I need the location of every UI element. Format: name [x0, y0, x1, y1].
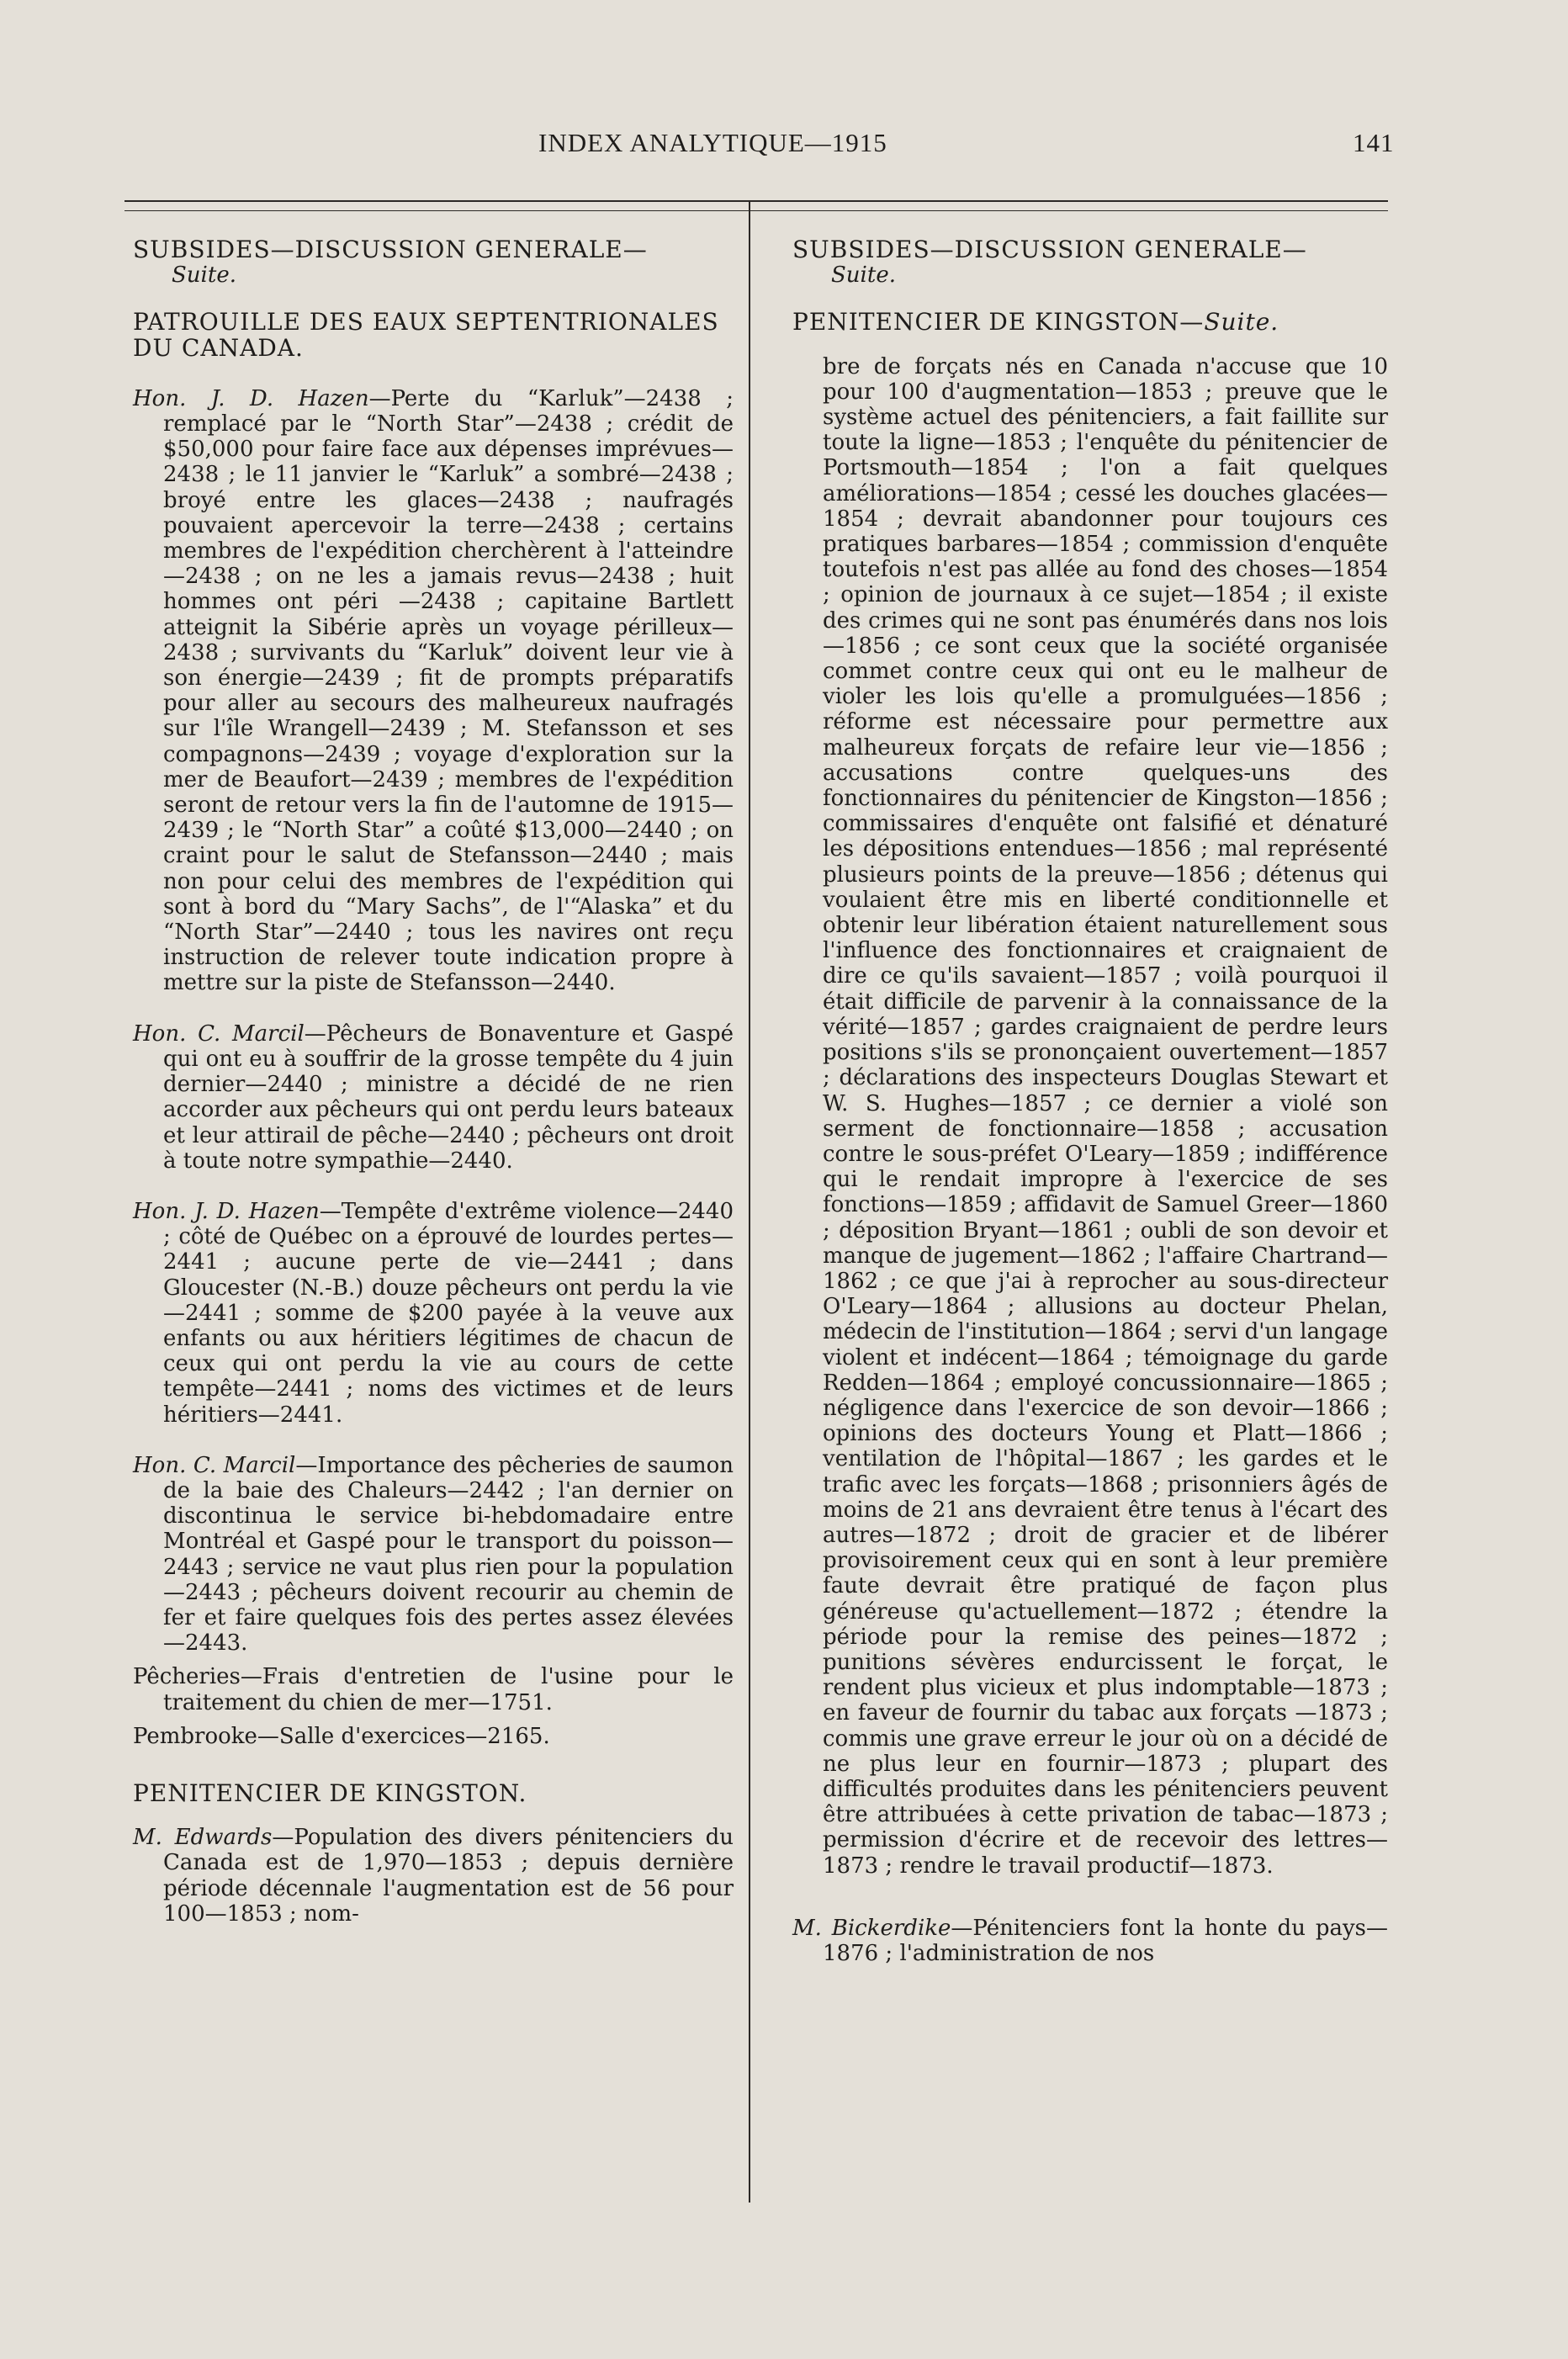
entry-speaker: Hon. C. Marcil: [133, 1452, 296, 1478]
entry-text: —Pénitenciers font la honte du pays—1876 ; l'administration de nos: [823, 1915, 1388, 1966]
continued-header-suite: Suite.: [172, 262, 236, 289]
index-entry: Pembrooke—Salle d'exercices—2165.: [133, 1723, 550, 1749]
index-entry: [133, 1021, 734, 1174]
header-rule-thick: [124, 200, 1388, 202]
index-entry: [792, 1916, 1388, 1966]
entry-text: —Importance des pêcheries de saumon de la baie des Chaleurs—2442 ; l'an dernier on discontinua le service bi-hebdomadaire entre Montréal et Gaspé pour le transport du poisson—2443 ; service ne vaut plus rien pour la population—2443 ; pêcheurs doivent recourir au chemin de fer et faire quelques fois des pertes assez élevées—2443.: [163, 1452, 734, 1657]
entry-speaker: Hon. J. D. Hazen: [133, 385, 369, 411]
section-heading-title: PENITENCIER DE KINGSTON—: [792, 308, 1205, 337]
continued-header-title: SUBSIDES—DISCUSSION GENERALE—: [792, 236, 1307, 263]
continued-section-header: [792, 237, 1388, 288]
header-rule-thin: [124, 210, 1388, 211]
entry-text: —Perte du “Karluk”—2438 ; remplacé par le “North Star”—2438 ; crédit de $50,000 pour faire face aux dépenses imprévues—2438 ; le 11 janvier le “Karluk” a sombré—2438 ; broyé entre les glaces—2438 ; naufragés pouvaient apercevoir la terre—2438 ; certains membres de l'expédition cherchèrent à l'atteindre—2438 ; on ne les a jamais revus—2438 ; huit hommes ont péri —2438 ; capitaine Bartlett atteignit la Sibérie après un voyage périlleux—2438 ; survivants du “Karluk” doivent leur vie à son énergie—2439 ; fit de prompts préparatifs pour aller au secours des malheureux naufragés sur l'île Wrangell—2439 ; M. Stefansson et ses compagnons—2439 ; voyage d'exploration sur la mer de Beaufort—2439 ; membres de l'expédition seront de retour vers la fin de l'automne de 1915—2439 ; le “North Star” a coûté $13,000—2440 ; on craint pour le salut de Stefansson—2440 ; mais non pour celui des membres de l'expédition qui sont à bord du “Mary Sachs”, de l'“Alaska” et du “North Star”—2440 ; tous les navires ont reçu instruction de relever toute indication propre à mettre sur la piste de Stefansson—2440.: [163, 385, 734, 996]
entry-speaker: M. Bickerdike: [792, 1915, 951, 1941]
column-divider: [749, 200, 750, 2203]
entry-speaker: Hon. C. Marcil: [133, 1020, 305, 1047]
section-heading: [792, 310, 1388, 335]
entry-speaker: Hon. J. D. Hazen: [133, 1198, 320, 1224]
index-entry: [133, 1825, 734, 1927]
entry-text: —Population des divers pénitenciers du Canada est de 1,970—1853 ; depuis dernière période décennale l'augmentation est de 56 pour 100—1853 ; nom-: [163, 1825, 734, 1927]
section-heading-suite: Suite.: [1204, 308, 1279, 337]
continued-section-header: [133, 237, 734, 288]
left-column: [133, 237, 734, 1927]
index-entry: Pêcheries—Frais d'entretien de l'usine pour le traitement du chien de mer—1751.: [133, 1664, 734, 1715]
right-column: [792, 237, 1388, 1966]
entry-text: —Pêcheurs de Bonaventure et Gaspé qui ont eu à souffrir de la grosse tempête du 4 juin dernier—2440 ; ministre a décidé de ne rien accorder aux pêcheurs qui ont perdu leurs bateaux et leur attirail de pêche—2440 ; pêcheurs ont droit à toute notre sympathie—2440.: [163, 1020, 734, 1174]
section-heading: PATROUILLE DES EAUX SEPTENTRIONALES DU CANADA.: [133, 308, 719, 362]
entry-speaker: M. Edwards: [133, 1825, 273, 1851]
index-entry: [133, 386, 734, 996]
continued-header-title: SUBSIDES—DISCUSSION GENERALE—: [133, 236, 648, 263]
index-entry: [133, 1453, 734, 1657]
entry-text: —Tempête d'extrême violence—2440 ; côté de Québec on a éprouvé de lourdes pertes—2441 ; aucune perte de vie—2441 ; dans Gloucester (N.-B.) douze pêcheurs ont perdu la vie—2441 ; somme de $200 payée à la veuve aux enfants ou aux héritiers légitimes de chacun de ceux qui ont perdu la vie au cours de cette tempête—2441 ; noms des victimes et de leurs héritiers—2441.: [163, 1198, 734, 1428]
page-number: 141: [1353, 128, 1395, 157]
running-title: INDEX ANALYTIQUE—1915: [538, 128, 887, 157]
index-entry: [133, 1199, 734, 1428]
continued-entry-text: bre de forçats nés en Canada n'accuse que 10 pour 100 d'augmentation—1853 ; preuve que le système actuel des pénitenciers, a fait faillite sur toute la ligne—1853 ; l'enquête du pénitencier de Portsmouth—1854 ; l'on a fait quelques améliorations—1854 ; cessé les douches glacées—1854 ; devrait abandonner pour toujours ces pratiques barbares—1854 ; commission d'enquête toutefois n'est pas allée au fond des choses—1854 ; opinion de journaux à ce sujet—1854 ; il existe des crimes qui ne sont pas énumérés dans nos lois—1856 ; ce sont ceux que la société organisée commet contre ceux qui ont eu le malheur de violer les lois qu'elle a promulguées—1856 ; réforme est nécessaire pour permettre aux malheureux forçats de refaire leur vie—1856 ; accusations contre quelques-uns des fonctionnaires du pénitencier de Kingston—1856 ; commissaires d'enquête ont falsifié et dénaturé les dépositions entendues—1856 ; mal représenté plusieurs points de la preuve—1856 ; détenus qui voulaient être mis en liberté conditionnelle et obtenir leur libération étaient naturellement sous l'influence des fonctionnaires et craignaient de dire ce qu'ils savaient—1857 ; voilà pourquoi il était difficile de parvenir à la connaissance de la vérité—1857 ; gardes craignaient de perdre leurs positions s'ils se prononçaient ouvertement—1857 ; déclarations des inspecteurs Douglas Stewart et W. S. Hughes—1857 ; ce dernier a violé son serment de fonctionnaire—1858 ; accusation contre le sous-préfet O'Leary—1859 ; indifférence qui le rendait impropre à l'exercice de ses fonctions—1859 ; affidavit de Samuel Greer—1860 ; déposition Bryant—1861 ; oubli de son devoir et manque de jugement—1862 ; l'affaire Chartrand—1862 ; ce que j'ai à reprocher au sous-directeur O'Leary—1864 ; allusions au docteur Phelan, médecin de l'institution—1864 ; servi d'un langage violent et indécent—1864 ; témoignage du garde Redden—1864 ; employé concussionnaire—1865 ; négligence dans l'exercice de son devoir—1866 ; opinions des docteurs Young et Platt—1866 ; ventilation de l'hôpital—1867 ; les gardes et le trafic avec les forçats—1868 ; prisonniers âgés de moins de 21 ans devraient être tenus à l'écart des autres—1872 ; droit de gracier et de libérer provisoirement ceux qui en sont à leur première faute devrait être pratiqué de façon plus généreuse qu'actuellement—1872 ; étendre la période pour la remise des peines—1872 ; punitions sévères endurcissent le forçat, le rendent plus vicieux et plus indomptable—1873 ; en faveur de fournir du tabac aux forçats —1873 ; commis une grave erreur le jour où on a décidé de ne plus leur en fournir—1873 ; plupart des difficultés produites dans les pénitenciers peuvent être attribuées à cette privation de tabac—1873 ; permission d'écrire et de recevoir des lettres—1873 ; rendre le travail productif—1873.: [823, 353, 1388, 1879]
continued-header-suite: Suite.: [831, 262, 896, 289]
section-heading: PENITENCIER DE KINGSTON.: [133, 1779, 527, 1807]
